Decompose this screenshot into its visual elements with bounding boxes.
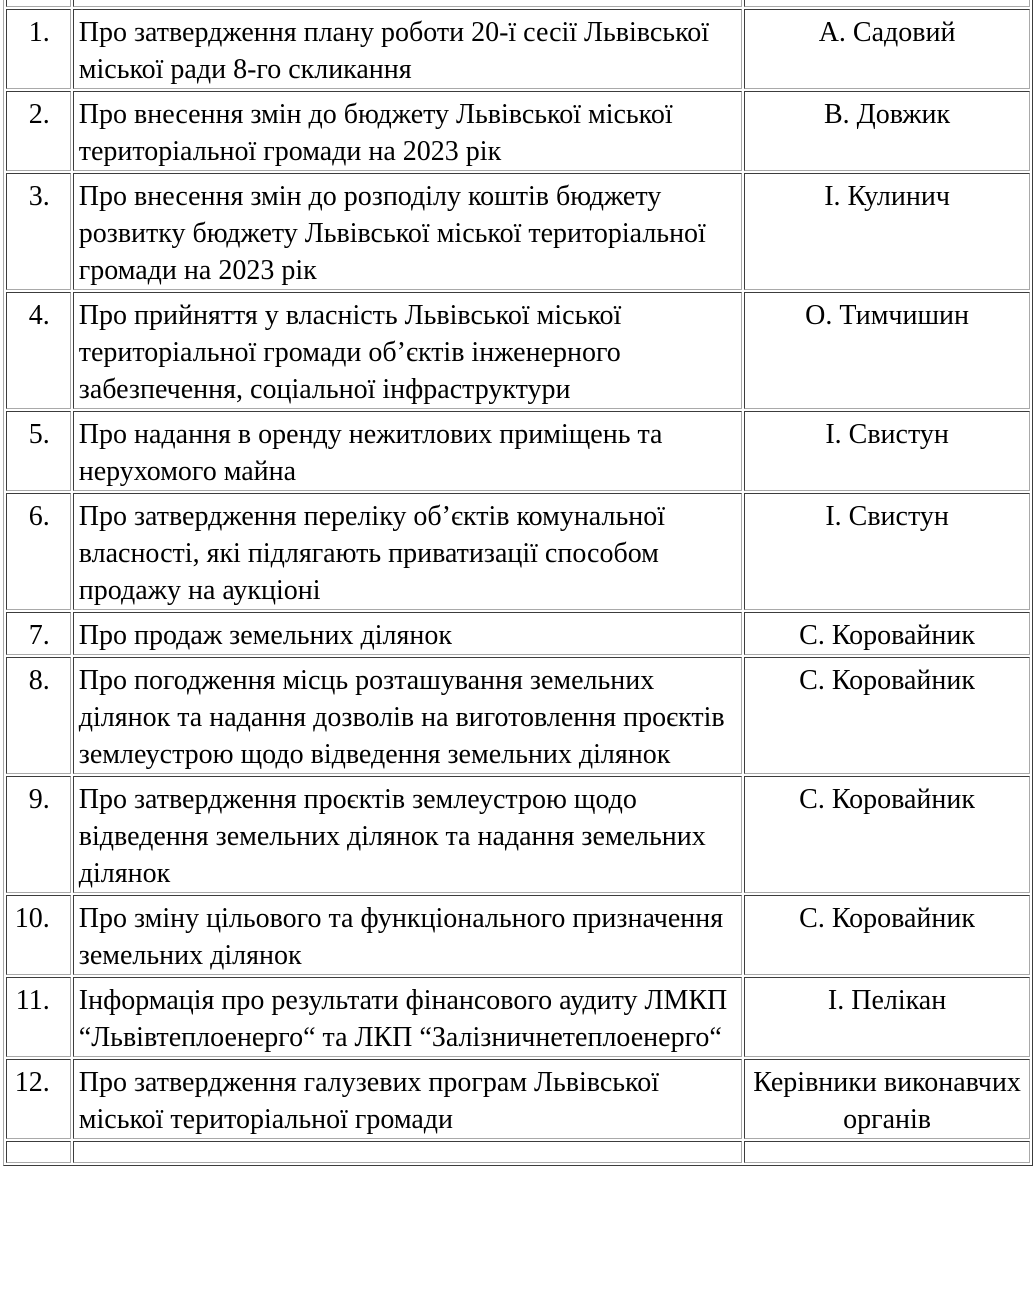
agenda-item-speaker: І. Пелікан (744, 977, 1030, 1057)
agenda-item-topic: Про затвердження переліку об’єктів комунальної власності, які підлягають приватизації способом продажу на аукціоні (73, 493, 742, 610)
agenda-item-number: 12. (6, 1059, 71, 1139)
agenda-item-number: 2. (6, 91, 71, 171)
agenda-row-8 (6, 657, 1030, 774)
agenda-item-topic: Про прийняття у власність Львівської міської територіальної громади об’єктів інженерного забезпечення, соціальної інфраструктури (73, 292, 742, 409)
agenda-item-topic: Про погодження місць розташування земельних ділянок та надання дозволів на виготовлення проєктів землеустрою щодо відведення земельних ділянок (73, 657, 742, 774)
agenda-item-number: 7. (6, 612, 71, 655)
agenda-item-number: 3. (6, 173, 71, 290)
agenda-item-speaker: В. Довжик (744, 91, 1030, 171)
agenda-row-12 (6, 1059, 1030, 1139)
agenda-row-10 (6, 895, 1030, 975)
stub-cell (744, 0, 1030, 7)
agenda-row-1 (6, 9, 1030, 89)
stub-cell (744, 1141, 1030, 1163)
agenda-item-number: 11. (6, 977, 71, 1057)
agenda-item-number: 1. (6, 9, 71, 89)
agenda-row-3 (6, 173, 1030, 290)
agenda-item-topic: Про затвердження проєктів землеустрою щодо відведення земельних ділянок та надання земельних ділянок (73, 776, 742, 893)
agenda-item-speaker: С. Коровайник (744, 612, 1030, 655)
agenda-item-number: 6. (6, 493, 71, 610)
agenda-item-topic: Про затвердження плану роботи 20-ї сесії Львівської міської ради 8-го скликання (73, 9, 742, 89)
agenda-top-stub-row (6, 0, 1030, 7)
stub-cell (73, 0, 742, 7)
agenda-row-9 (6, 776, 1030, 893)
agenda-table-body (6, 0, 1030, 1163)
agenda-bottom-stub-row (6, 1141, 1030, 1163)
agenda-row-2 (6, 91, 1030, 171)
agenda-item-number: 10. (6, 895, 71, 975)
agenda-item-topic: Про внесення змін до бюджету Львівської міської територіальної громади на 2023 рік (73, 91, 742, 171)
agenda-item-speaker: А. Садовий (744, 9, 1030, 89)
agenda-item-number: 4. (6, 292, 71, 409)
agenda-item-number: 9. (6, 776, 71, 893)
agenda-row-5 (6, 411, 1030, 491)
agenda-item-speaker: І. Кулинич (744, 173, 1030, 290)
agenda-row-7 (6, 612, 1030, 655)
agenda-item-number: 5. (6, 411, 71, 491)
agenda-item-speaker: С. Коровайник (744, 657, 1030, 774)
agenda-item-topic: Про надання в оренду нежитлових приміщень та нерухомого майна (73, 411, 742, 491)
agenda-item-number: 8. (6, 657, 71, 774)
stub-cell (6, 1141, 71, 1163)
agenda-item-speaker: О. Тимчишин (744, 292, 1030, 409)
agenda-item-topic: Про внесення змін до розподілу коштів бюджету розвитку бюджету Львівської міської територіальної громади на 2023 рік (73, 173, 742, 290)
stub-cell (6, 0, 71, 7)
agenda-table (3, 0, 1033, 1166)
agenda-item-speaker: І. Свистун (744, 411, 1030, 491)
agenda-item-speaker: І. Свистун (744, 493, 1030, 610)
agenda-row-4 (6, 292, 1030, 409)
agenda-item-topic: Про зміну цільового та функціонального призначення земельних ділянок (73, 895, 742, 975)
agenda-row-11 (6, 977, 1030, 1057)
agenda-row-6 (6, 493, 1030, 610)
agenda-item-speaker: Керівники виконавчих органів (744, 1059, 1030, 1139)
agenda-item-topic: Про затвердження галузевих програм Львівської міської територіальної громади (73, 1059, 742, 1139)
agenda-item-topic: Інформація про результати фінансового аудиту ЛМКП “Львівтеплоенерго“ та ЛКП “Залізничнетеплоенерго“ (73, 977, 742, 1057)
agenda-item-speaker: С. Коровайник (744, 895, 1030, 975)
agenda-item-speaker: С. Коровайник (744, 776, 1030, 893)
stub-cell (73, 1141, 742, 1163)
agenda-item-topic: Про продаж земельних ділянок (73, 612, 742, 655)
